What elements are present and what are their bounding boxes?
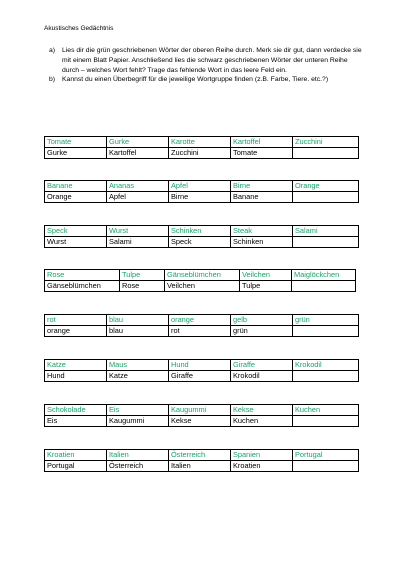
memorize-row <box>45 450 359 461</box>
recall-row <box>45 148 359 159</box>
word-cell: Gänseblümchen <box>165 270 240 281</box>
word-cell: Orange <box>45 192 107 203</box>
word-cell: Orange <box>293 181 359 192</box>
word-cell: Zucchini <box>169 148 231 159</box>
memorize-row <box>45 226 359 237</box>
missing-word-field[interactable] <box>293 326 359 337</box>
word-cell: Kuchen <box>231 416 293 427</box>
word-cell: Birne <box>231 181 293 192</box>
word-cell: Kekse <box>231 405 293 416</box>
memorize-row <box>45 315 359 326</box>
word-cell: Speck <box>45 226 107 237</box>
word-cell: Eis <box>45 416 107 427</box>
word-cell: Katze <box>107 371 169 382</box>
recall-row <box>45 237 359 248</box>
instruction-marker: b) <box>49 76 56 84</box>
word-cell: grün <box>293 315 359 326</box>
instruction-marker: a) <box>49 47 56 54</box>
word-cell: Schinken <box>169 226 231 237</box>
word-cell: Giraffe <box>231 360 293 371</box>
word-cell: Maiglöckchen <box>292 270 356 281</box>
word-cell: Hund <box>45 371 107 382</box>
word-cell: Portugal <box>293 450 359 461</box>
word-cell: Tomate <box>231 148 293 159</box>
word-cell: Kroatien <box>45 450 107 461</box>
word-group-table <box>44 404 359 427</box>
word-cell: Veilchen <box>165 281 240 292</box>
word-cell: orange <box>45 326 107 337</box>
word-cell: Gurke <box>45 148 107 159</box>
word-cell: Kekse <box>169 416 231 427</box>
word-cell: Eis <box>107 405 169 416</box>
word-cell: Speck <box>169 237 231 248</box>
word-cell: Steak <box>231 226 293 237</box>
missing-word-field[interactable] <box>293 192 359 203</box>
word-cell: Kaugummi <box>107 416 169 427</box>
word-cell: Veilchen <box>240 270 292 281</box>
word-cell: Krokodil <box>293 360 359 371</box>
missing-word-field[interactable] <box>293 416 359 427</box>
word-cell: Giraffe <box>169 371 231 382</box>
recall-row <box>45 192 359 203</box>
word-cell: Portugal <box>45 461 107 472</box>
word-cell: orange <box>169 315 231 326</box>
word-cell: Ananas <box>107 181 169 192</box>
instructions <box>49 46 362 85</box>
word-cell: Tomate <box>45 137 107 148</box>
memorize-row <box>45 270 356 281</box>
recall-row <box>45 371 359 382</box>
word-cell: Rose <box>120 281 165 292</box>
word-cell: Italien <box>107 450 169 461</box>
word-cell: Wurst <box>107 226 169 237</box>
word-group-table <box>44 180 359 203</box>
word-cell: Karotte <box>169 137 231 148</box>
word-cell: Rose <box>45 270 120 281</box>
word-cell: Birne <box>169 192 231 203</box>
word-group-table <box>44 314 359 337</box>
missing-word-field[interactable] <box>293 371 359 382</box>
word-cell: Gurke <box>107 137 169 148</box>
missing-word-field[interactable] <box>293 148 359 159</box>
memorize-row <box>45 360 359 371</box>
word-cell: Schokolade <box>45 405 107 416</box>
word-cell: Maus <box>107 360 169 371</box>
instruction-b <box>49 75 362 85</box>
word-cell: Katze <box>45 360 107 371</box>
missing-word-field[interactable] <box>292 281 356 292</box>
word-cell: Salami <box>107 237 169 248</box>
word-cell: rot <box>169 326 231 337</box>
recall-row <box>45 461 359 472</box>
word-group-table <box>44 225 359 248</box>
word-cell: Salami <box>293 226 359 237</box>
word-group-table <box>44 359 359 382</box>
word-cell: Tulpe <box>120 270 165 281</box>
word-cell: Schinken <box>231 237 293 248</box>
word-cell: Italien <box>169 461 231 472</box>
word-cell: Hund <box>169 360 231 371</box>
word-cell: Krokodil <box>231 371 293 382</box>
word-cell: Österreich <box>169 450 231 461</box>
word-cell: Banane <box>45 181 107 192</box>
word-cell: Zucchini <box>293 137 359 148</box>
word-cell: Kaugummi <box>169 405 231 416</box>
missing-word-field[interactable] <box>293 237 359 248</box>
word-cell: Kuchen <box>293 405 359 416</box>
word-group-table <box>44 136 359 159</box>
word-cell: blau <box>107 315 169 326</box>
word-cell: grün <box>231 326 293 337</box>
instruction-text: Kannst du einen Überbegriff für die jeweilige Wortgruppe finden (z.B. Farbe, Tiere. etc.?) <box>62 76 329 84</box>
word-cell: Tulpe <box>240 281 292 292</box>
word-cell: Wurst <box>45 237 107 248</box>
word-cell: rot <box>45 315 107 326</box>
memorize-row <box>45 181 359 192</box>
recall-row <box>45 416 359 427</box>
word-cell: blau <box>107 326 169 337</box>
word-group-table <box>44 449 359 472</box>
instruction-a <box>49 46 362 75</box>
word-cell: Österreich <box>107 461 169 472</box>
word-cell: Apfel <box>169 181 231 192</box>
word-cell: Kroatien <box>231 461 293 472</box>
word-cell: Banane <box>231 192 293 203</box>
memorize-row <box>45 137 359 148</box>
recall-row <box>45 326 359 337</box>
word-group-table <box>44 269 356 292</box>
memorize-row <box>45 405 359 416</box>
word-cell: Kartoffel <box>107 148 169 159</box>
word-cell: Apfel <box>107 192 169 203</box>
instruction-text: Lies dir die grün geschriebenen Wörter der oberen Reihe durch. Merk sie dir gut, dann verdecke sie mit einem Blatt Papier. Anschließend lies die schwarz geschriebenen Wörter der unteren Reihe durch – welches Wort fehlt? Trage das fehlende Wort in das leere Feld ein. <box>62 47 362 74</box>
word-cell: gelb <box>231 315 293 326</box>
word-cell: Spanien <box>231 450 293 461</box>
page-title: Akustisches Gedächtnis <box>44 25 114 32</box>
missing-word-field[interactable] <box>293 461 359 472</box>
word-cell: Kartoffel <box>231 137 293 148</box>
recall-row <box>45 281 356 292</box>
word-cell: Gänseblümchen <box>45 281 120 292</box>
